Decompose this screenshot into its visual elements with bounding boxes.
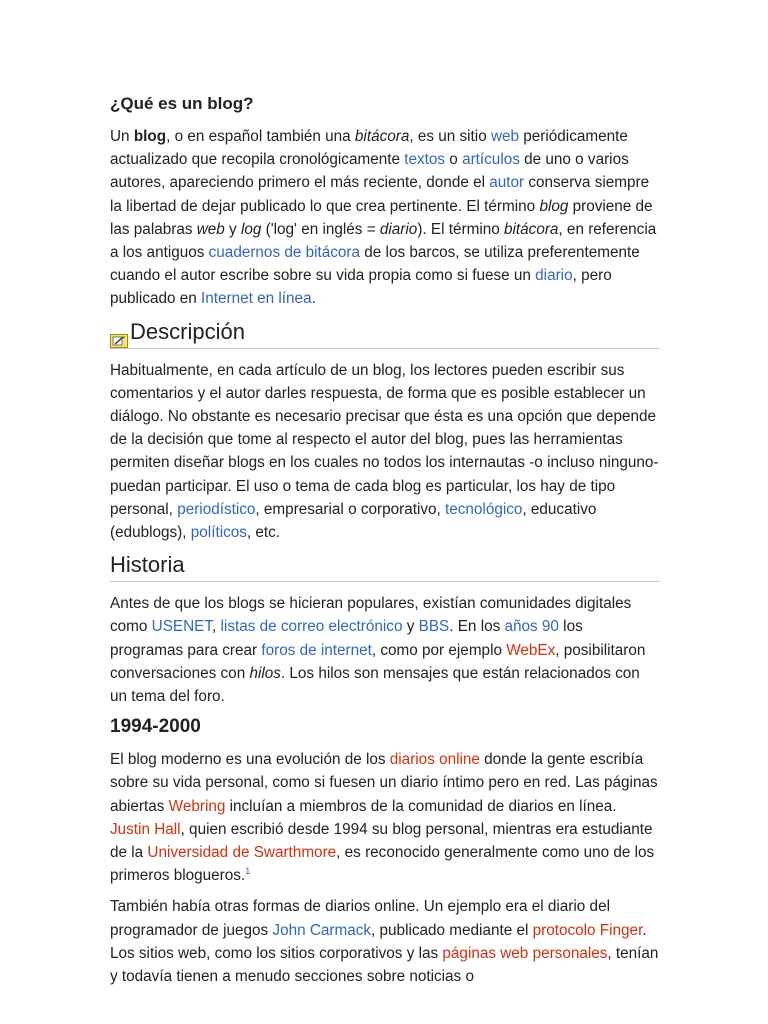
text-run: incluían a miembros de la comunidad de diarios en línea.: [225, 797, 617, 815]
section-heading-descripcion: [110, 317, 660, 349]
text-run: periódicamente actualizado que recopila cronológicamente: [110, 128, 628, 169]
link-usenet[interactable]: USENET: [151, 618, 213, 636]
text-run: ,: [212, 618, 221, 636]
text-run: También había otras formas de diarios online. Un ejemplo era el diario del programador de juegos: [110, 898, 610, 939]
text-run: Un: [110, 128, 134, 145]
reference-marker[interactable]: 1: [245, 866, 251, 877]
italic-term: bitácora: [354, 128, 410, 145]
link-protocolo-finger[interactable]: protocolo Finger: [532, 921, 643, 939]
link-anos-90[interactable]: años 90: [504, 618, 559, 636]
italic-term: web: [196, 220, 225, 238]
link-foros-de-internet[interactable]: foros de internet: [261, 641, 372, 659]
text-run: Habitualmente, en cada artículo de un blog, los lectores pueden escribir sus comentarios y el autor darles respuesta, de forma que es posible establecer un diálogo. No obstante es necesario precisar que ésta es una opción que depende de la decisión que tome al respecto el autor del blog, pues las herramientas permiten diseñar blogs en los cuales no todos los internautas -o incluso ninguno- puedan participar. El uso o tema de cada blog es particular, los hay de tipo personal,: [110, 361, 659, 518]
article-body: [110, 93, 660, 988]
text-run: y: [402, 618, 419, 636]
text-run: , etc.: [246, 524, 281, 542]
historia-paragraph: [110, 592, 660, 708]
text-run: , pero publicado en: [110, 267, 612, 308]
text-run: ('log' en inglés =: [261, 220, 380, 238]
link-internet-en-linea[interactable]: Internet en línea: [201, 290, 312, 308]
text-run: . Los hilos son mensajes que están relacionados con un tema del foro.: [110, 664, 640, 706]
link-periodistico[interactable]: periodístico: [177, 500, 256, 518]
text-run: . Los sitios web, como los sitios corporativos y las: [110, 921, 647, 962]
intro-paragraph: [110, 125, 660, 311]
text-run: y: [224, 220, 241, 238]
link-tecnologico[interactable]: tecnológico: [445, 500, 523, 518]
text-run: , educativo (edublogs),: [110, 500, 597, 542]
edit-icon[interactable]: [110, 326, 128, 340]
text-run: los programas para crear: [110, 618, 583, 659]
periodo-paragraph-1: [110, 748, 660, 887]
section-heading-label: Descripción: [130, 318, 245, 344]
link-webex[interactable]: WebEx: [506, 641, 556, 659]
descripcion-paragraph: [110, 359, 660, 545]
text-run: , empresarial o corporativo,: [255, 500, 446, 518]
text-run: conserva siempre la libertad de dejar publicado lo que crea pertinente. El término: [110, 174, 650, 215]
text-run: Antes de que los blogs se hicieran populares, existían comunidades digitales como: [110, 595, 632, 636]
link-autor[interactable]: autor: [489, 174, 525, 192]
text-run: , quien escribió desde 1994 su blog personal, mientras era estudiante de la: [110, 820, 653, 862]
link-universidad-de-swarthmore[interactable]: Universidad de Swarthmore: [147, 844, 337, 862]
link-paginas-web-personales[interactable]: páginas web personales: [442, 944, 608, 962]
italic-term: log: [240, 220, 262, 238]
text-run: , tenían y todavía tienen a menudo secciones sobre noticias o: [110, 944, 659, 986]
link-webring[interactable]: Webring: [168, 797, 226, 815]
text-run: El blog moderno es una evolución de los: [110, 751, 390, 769]
link-justin-hall[interactable]: Justin Hall: [110, 820, 181, 838]
link-cuadernos-de-bitacora[interactable]: cuadernos de bitácora: [208, 244, 361, 262]
text-run: , es reconocido generalmente como uno de los primeros blogueros.: [110, 844, 655, 885]
link-textos[interactable]: textos: [404, 151, 446, 169]
intro-title: ¿Qué es un blog?: [110, 94, 254, 113]
text-run: proviene de las palabras: [110, 197, 653, 238]
text-run: , publicado mediante el: [371, 921, 533, 939]
link-web[interactable]: web: [490, 128, 520, 145]
subsection-heading-1994-2000: 1994-2000: [110, 716, 201, 738]
link-john-carmack[interactable]: John Carmack: [272, 921, 372, 939]
italic-term: bitácora: [504, 220, 559, 238]
text-run: .: [311, 290, 316, 308]
text-run: , es un sitio: [409, 128, 491, 145]
link-articulos[interactable]: artículos: [462, 151, 520, 169]
text-run: de los barcos, se utiliza preferentemente cuando el autor escribe sobre su vida propia como si fuese un: [110, 244, 640, 285]
text-run: de uno o varios autores, apareciendo primero el más reciente, donde el: [110, 151, 629, 192]
text-run: , como por ejemplo: [371, 641, 507, 659]
section-heading-historia: Historia: [110, 550, 660, 582]
italic-term: blog: [539, 197, 569, 215]
text-run: ). El término: [417, 220, 505, 238]
text-run: , o en español también una: [166, 128, 355, 145]
italic-term: hilos: [249, 664, 281, 682]
text-run: , posibilitaron conversaciones con: [110, 641, 646, 682]
text-run: , en referencia a los antiguos: [110, 220, 657, 262]
link-politicos[interactable]: políticos: [190, 524, 247, 542]
link-bbs[interactable]: BBS: [418, 618, 450, 636]
link-listas-de-correo[interactable]: listas de correo electrónico: [220, 618, 403, 636]
periodo-paragraph-2: [110, 895, 660, 988]
bold-term-blog: blog: [133, 128, 167, 145]
text-run: o: [445, 151, 463, 169]
link-diarios-online[interactable]: diarios online: [389, 751, 480, 769]
text-run: . En los: [449, 618, 505, 636]
link-diario[interactable]: diario: [535, 267, 573, 285]
italic-term: diario: [379, 220, 418, 238]
text-run: donde la gente escribía sobre su vida personal, como si fuesen un diario íntimo pero en red. Las páginas abiertas: [110, 751, 658, 815]
